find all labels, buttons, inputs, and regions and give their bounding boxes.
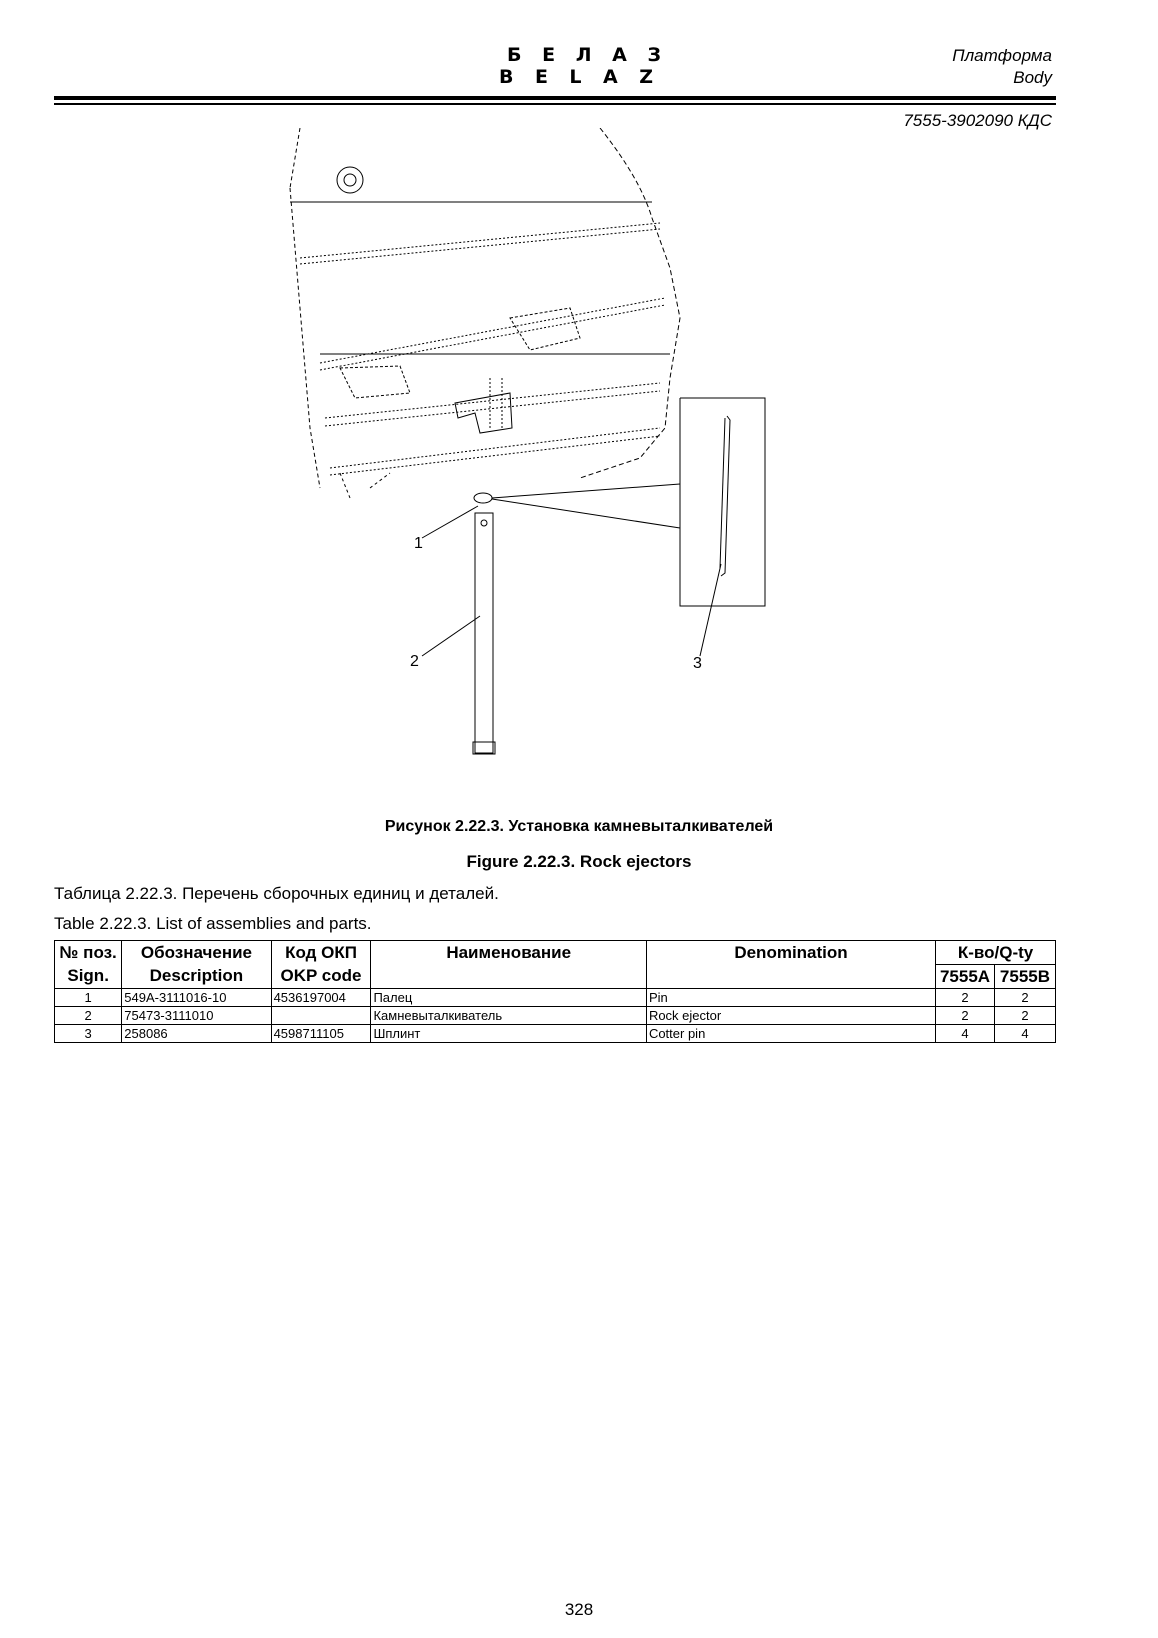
header-designation-ru: Обозначение <box>140 943 252 962</box>
page-number: 328 <box>564 1600 594 1619</box>
row-pos: 3 <box>55 1025 122 1043</box>
figure-caption-ru: Рисунок 2.22.3. Установка камневыталкивателей <box>384 818 774 835</box>
header-qty-a: 7555A <box>936 965 995 989</box>
header-okp-en: OKP code <box>280 966 362 985</box>
rib-bottom <box>330 428 660 475</box>
logo-text-en: BELAZ <box>499 66 659 88</box>
bracket <box>455 393 512 433</box>
section-title-ru: Платформа <box>952 46 1052 65</box>
rib-lower <box>325 383 660 426</box>
header-pos <box>55 941 122 989</box>
table-row <box>55 1025 1056 1043</box>
cotter-pin-edge <box>720 418 725 568</box>
row-okp: 4598711105 <box>271 1025 371 1043</box>
callout-leader-3 <box>700 564 721 656</box>
row-pos: 2 <box>55 1007 122 1025</box>
parts-table <box>54 940 1056 1043</box>
callout-leader-2 <box>422 616 480 656</box>
header-name-ru: Наименование <box>371 941 646 989</box>
header-rule-thin <box>54 103 1056 105</box>
header-pos-en: Sign. <box>67 966 109 985</box>
document-code: 7555-3902090 КДС <box>903 111 1052 130</box>
row-name-ru: Палец <box>371 989 646 1007</box>
header-designation <box>122 941 271 989</box>
header-okp-ru: Код ОКП <box>285 943 357 962</box>
leader-detail-lower <box>492 499 680 528</box>
rock-ejector-foot <box>473 742 495 754</box>
row-qty-a: 2 <box>936 1007 995 1025</box>
hole-marker-inner <box>344 174 356 186</box>
body-left-edge <box>290 128 320 488</box>
pin-part <box>474 493 492 503</box>
header-pos-ru: № поз. <box>59 943 117 962</box>
row-qty-b: 4 <box>994 1025 1055 1043</box>
row-name-ru: Шплинт <box>371 1025 646 1043</box>
row-name-en: Pin <box>646 989 935 1007</box>
row-name-en: Rock ejector <box>646 1007 935 1025</box>
belaz-logo <box>463 44 673 88</box>
header-designation-en: Description <box>149 966 244 985</box>
header-qty: К-во/Q-ty <box>936 941 1056 965</box>
header-name-en: Denomination <box>646 941 935 989</box>
hole-marker <box>337 167 363 193</box>
rock-ejector-part <box>475 513 493 753</box>
callout-3: 3 <box>693 655 702 672</box>
row-qty-a: 4 <box>936 1025 995 1043</box>
body-right-edge <box>580 128 680 478</box>
row-okp <box>271 1007 371 1025</box>
table-title-en: Table 2.22.3. List of assemblies and parts. <box>54 914 372 933</box>
row-qty-b: 2 <box>994 989 1055 1007</box>
row-qty-a: 2 <box>936 989 995 1007</box>
technical-drawing <box>280 128 820 798</box>
header-qty-b: 7555B <box>994 965 1055 989</box>
table-title-ru: Таблица 2.22.3. Перечень сборочных единиц и деталей. <box>54 884 499 903</box>
callout-leader-1 <box>422 506 478 538</box>
callout-2: 2 <box>410 653 419 670</box>
row-designation: 75473-3111010 <box>122 1007 271 1025</box>
row-name-en: Cotter pin <box>646 1025 935 1043</box>
callout-1: 1 <box>414 535 423 552</box>
plate-left <box>340 366 410 398</box>
row-okp: 4536197004 <box>271 989 371 1007</box>
row-name-ru: Камневыталкиватель <box>371 1007 646 1025</box>
header-okp <box>271 941 371 989</box>
rock-ejector-hole <box>481 520 487 526</box>
row-designation: 549A-3111016-10 <box>122 989 271 1007</box>
plate-upper <box>510 308 580 350</box>
logo-text-ru: БЕЛАЗ <box>507 44 667 66</box>
row-qty-b: 2 <box>994 1007 1055 1025</box>
row-designation: 258086 <box>122 1025 271 1043</box>
lower-detail <box>340 473 390 498</box>
figure-caption-en: Figure 2.22.3. Rock ejectors <box>466 852 692 871</box>
leader-detail-upper <box>492 484 680 498</box>
row-pos: 1 <box>55 989 122 1007</box>
section-title-en: Body <box>1013 68 1052 87</box>
rib-upper <box>300 223 660 264</box>
table-row <box>55 1007 1056 1025</box>
rib-middle <box>320 298 665 370</box>
header-rule-thick <box>54 96 1056 100</box>
table-row <box>55 989 1056 1007</box>
